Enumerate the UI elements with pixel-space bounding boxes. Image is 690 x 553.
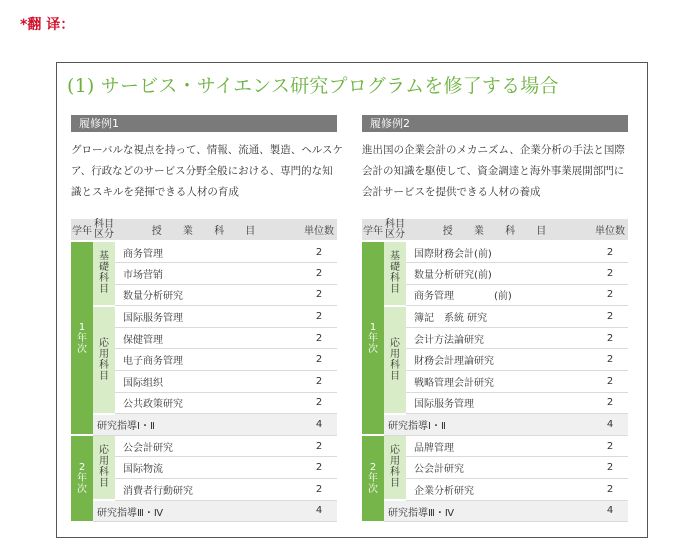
course-credits: 2 — [592, 392, 628, 414]
course-name: 市场营销 — [115, 263, 301, 285]
course-credits: 2 — [301, 392, 337, 414]
header-course: 授 業 科 目 — [115, 219, 301, 241]
seminar-row — [71, 500, 337, 522]
seminar-credits: 4 — [301, 414, 337, 436]
course-row — [71, 306, 337, 328]
course-name: 商务管理 (前) — [406, 284, 592, 306]
course-name: 企業分析研究 — [406, 479, 592, 501]
example-1-table — [71, 219, 337, 523]
course-row — [71, 241, 337, 263]
seminar-row — [362, 414, 628, 436]
category-label: 基 礎 科 目 — [384, 241, 406, 306]
course-credits: 2 — [592, 371, 628, 393]
header-year: 学年 — [71, 219, 93, 241]
example-1-label: 履修例1 — [71, 115, 337, 132]
course-name: 国际服务管理 — [406, 392, 592, 414]
year-label: 1 年 次 — [71, 241, 93, 435]
header-row — [71, 219, 337, 241]
course-name: 戦略管理会計研究 — [406, 371, 592, 393]
course-name: 公共政策研究 — [115, 392, 301, 414]
seminar-row — [71, 414, 337, 436]
course-credits: 2 — [301, 349, 337, 371]
course-name: 国际物流 — [115, 457, 301, 479]
seminar-name: 研究指導Ⅰ・Ⅱ — [93, 414, 301, 436]
course-credits: 2 — [592, 241, 628, 263]
course-credits: 2 — [301, 435, 337, 457]
course-row — [362, 241, 628, 263]
course-name: 会计方法論研究 — [406, 327, 592, 349]
example-2-description: 進出国の企業会計のメカニズム、企業分析の手法と国際会計の知識を駆使して、資金調達と海外事業展開部門に会計サービスを提供できる人材の養成 — [362, 144, 625, 198]
seminar-name: 研究指導Ⅲ・Ⅳ — [93, 500, 301, 522]
header-category: 科目 区分 — [94, 218, 114, 240]
seminar-row — [362, 500, 628, 522]
course-name: 商务管理 — [115, 241, 301, 263]
seminar-credits: 4 — [592, 414, 628, 436]
course-credits: 2 — [592, 457, 628, 479]
course-name: 公会計研究 — [115, 435, 301, 457]
course-name: 电子商务管理 — [115, 349, 301, 371]
course-credits: 2 — [301, 371, 337, 393]
program-frame — [56, 62, 648, 538]
course-row — [71, 435, 337, 457]
course-name: 数量分析研究(前) — [406, 263, 592, 285]
program-heading: (1) サービス・サイエンス研究プログラムを修了する場合 — [67, 75, 559, 97]
course-credits: 2 — [301, 306, 337, 328]
course-credits: 2 — [301, 241, 337, 263]
example-2 — [362, 115, 628, 203]
year-label: 2 年 次 — [362, 435, 384, 521]
header-category: 科目 区分 — [385, 218, 405, 240]
course-name: 品牌管理 — [406, 435, 592, 457]
course-credits: 2 — [592, 306, 628, 328]
course-credits: 2 — [592, 349, 628, 371]
category-label: 応 用 科 目 — [93, 306, 115, 414]
course-credits: 2 — [301, 263, 337, 285]
example-1 — [71, 115, 343, 203]
course-credits: 2 — [301, 479, 337, 501]
course-name: 数量分析研究 — [115, 284, 301, 306]
seminar-name: 研究指導Ⅲ・Ⅳ — [384, 500, 592, 522]
header-credits: 単位数 — [301, 219, 337, 241]
translation-note: *翻 译： — [20, 17, 75, 33]
course-credits: 2 — [592, 479, 628, 501]
header-course: 授 業 科 目 — [406, 219, 592, 241]
course-credits: 2 — [592, 284, 628, 306]
course-credits: 2 — [301, 327, 337, 349]
year-label: 1 年 次 — [362, 241, 384, 435]
seminar-credits: 4 — [301, 500, 337, 522]
year-label: 2 年 次 — [71, 435, 93, 521]
example-1-description: グローバルな視点を持って、情報、流通、製造、ヘルスケア、行政などのサービス分野全般における、専門的な知識とスキルを発揮できる人材の育成 — [71, 144, 343, 198]
course-name: 公会計研究 — [406, 457, 592, 479]
header-year: 学年 — [362, 219, 384, 241]
example-2-table — [362, 219, 628, 523]
course-name: 財務会計理論研究 — [406, 349, 592, 371]
header-row — [362, 219, 628, 241]
course-credits: 2 — [301, 284, 337, 306]
course-credits: 2 — [301, 457, 337, 479]
course-row — [362, 306, 628, 328]
category-label: 応 用 科 目 — [384, 306, 406, 414]
category-label: 基 礎 科 目 — [93, 241, 115, 306]
course-name: 消費者行動研究 — [115, 479, 301, 501]
course-name: 国际组织 — [115, 371, 301, 393]
course-name: 国际服务管理 — [115, 306, 301, 328]
seminar-credits: 4 — [592, 500, 628, 522]
seminar-name: 研究指導Ⅰ・Ⅱ — [384, 414, 592, 436]
course-row — [362, 435, 628, 457]
header-credits: 単位数 — [592, 219, 628, 241]
example-2-label: 履修例2 — [362, 115, 628, 132]
category-label: 応 用 科 目 — [384, 435, 406, 500]
course-credits: 2 — [592, 435, 628, 457]
course-name: 国際財務会計(前) — [406, 241, 592, 263]
course-name: 簿記 系統 研究 — [406, 306, 592, 328]
course-credits: 2 — [592, 327, 628, 349]
category-label: 応 用 科 目 — [93, 435, 115, 500]
course-credits: 2 — [592, 263, 628, 285]
course-name: 保健管理 — [115, 327, 301, 349]
